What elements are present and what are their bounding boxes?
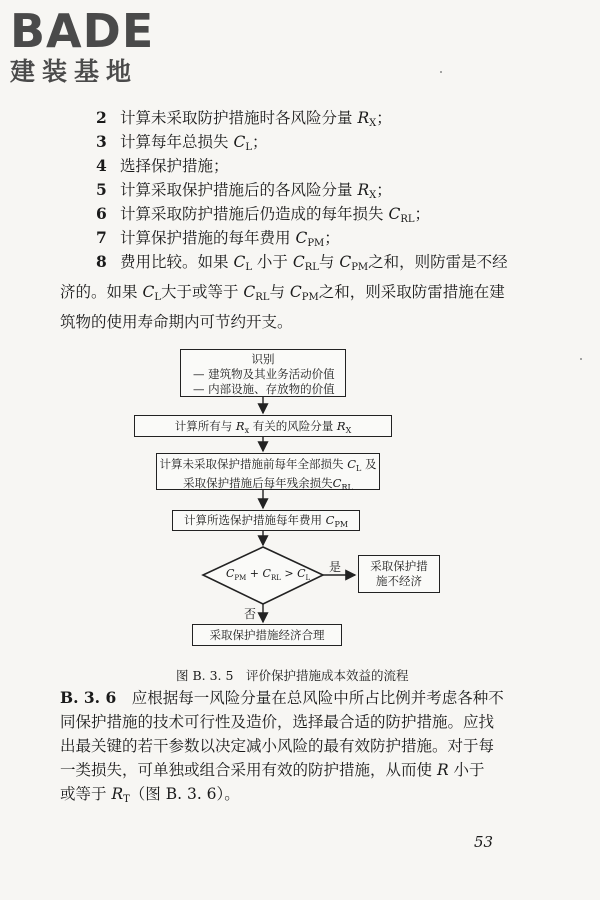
section-b36: B. 3. 6 应根据每一风险分量在总风险中所占比例并考虑各种不 同保护措施的技术可行性及造价，选择最合适的防护措施。应找 出最关键的若干参数以决定减小风险的最有效防护措施。对于每 一类损失，可单独或组合采用有效的防护措施，从而使 R 小于 或等于 $R_T$（图 B. 3. 6）。 (60, 688, 504, 805)
no-label: 否 (244, 607, 257, 621)
section-label: B. 3. 6 (60, 688, 117, 707)
yes-label: 是 (329, 560, 342, 574)
page-number: 53 (474, 833, 494, 851)
list-item: 5 计算采取保护措施后的各风险分量 $R_X$； (96, 180, 392, 201)
decision-condition: $C_{PM} + C_{RL} > C_L$ (226, 567, 311, 582)
identify-box: 识别 — 建筑物及其业务活动价值 — 内部设施、存放物的价值 (180, 349, 346, 397)
economical-box: 采取保护措施经济合理 (192, 624, 342, 646)
logo-subtitle: 建装基地 (10, 57, 139, 86)
not-economical-box: 采取保护措 施不经济 (358, 555, 440, 593)
item-number: 8 (96, 252, 107, 271)
item-number: 6 (96, 204, 107, 223)
item-8-paragraph: 8 费用比较。如果 $C_L$ 小于 $C_{RL}$与 $C_{PM}$之和，则防雷是不经 济的。如果 $C_L$大于或等于 $C_{RL}$与 $C_{PM}$之和，则采取防雷措施在建 筑物的使用寿命期内可节约开支。 (60, 252, 508, 331)
list-item: 2 计算未采取防护措施时各风险分量 $R_X$； (96, 108, 392, 129)
list-item: 3 计算每年总损失 $C_L$； (96, 132, 268, 153)
list-item: 7 计算保护措施的每年费用 $C_{PM}$； (96, 228, 340, 249)
item-number: 7 (96, 228, 107, 247)
logo-wordmark: BADE (10, 4, 155, 58)
list-item: 6 计算采取防护措施后仍造成的每年损失 $C_{RL}$； (96, 204, 430, 225)
item-number: 2 (96, 108, 107, 127)
figure-caption: 图 B. 3. 5 评价保护措施成本效益的流程 (176, 668, 409, 683)
loss-calc-box: 计算未采取保护措施前每年全部损失 $C_L$ 及 采取保护措施后每年残余损失$C_{RL}$ (156, 453, 380, 490)
list-item: 4 选择保护措施； (96, 156, 229, 175)
item-number: 4 (96, 156, 107, 175)
risk-components-box: 计算所有与 $R_x$ 有关的风险分量 $R_X$ (134, 415, 392, 437)
cost-calc-box: 计算所选保护措施每年费用 $C_{PM}$ (172, 510, 360, 531)
item-number: 5 (96, 180, 107, 199)
item-number: 3 (96, 132, 107, 151)
